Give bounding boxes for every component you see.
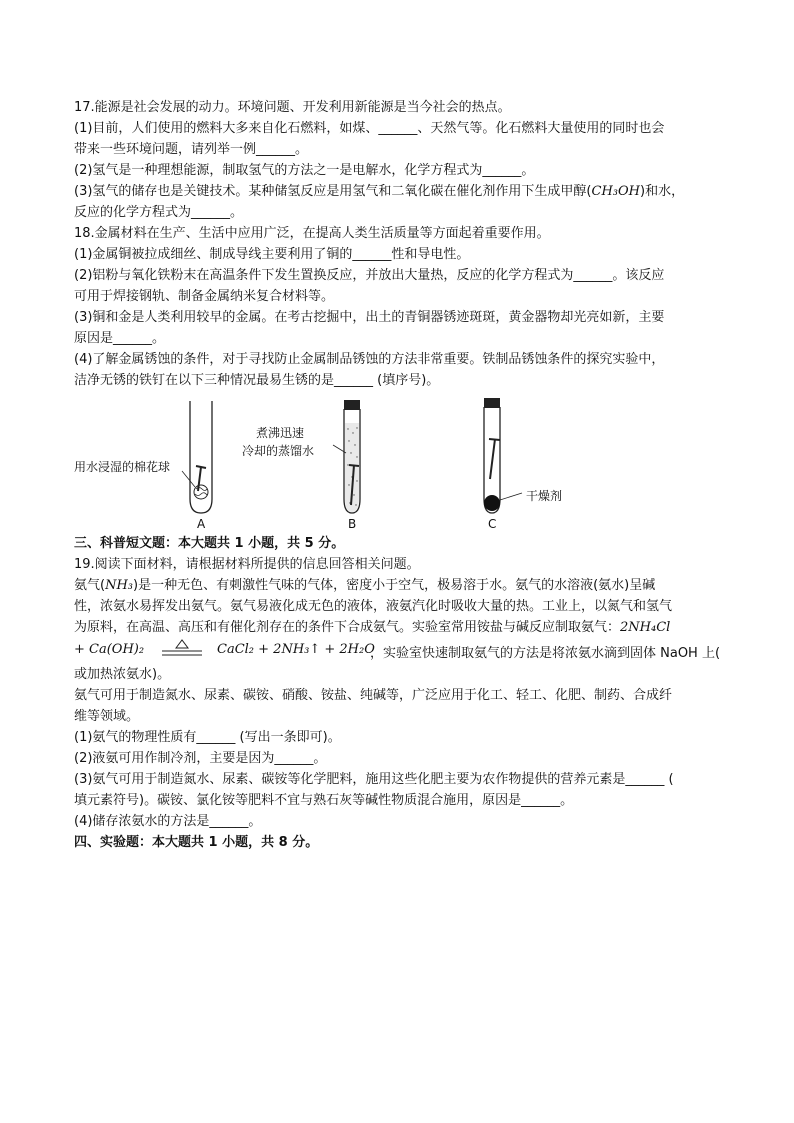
equation-left: + Ca(OH)₂ (74, 642, 145, 657)
equation-right: CaCl₂ + 2NH₃↑ + 2H₂O (217, 642, 375, 657)
q19-reading-line3 (74, 617, 724, 638)
q18-stem: 18.金属材料在生产、生活中应用广泛，在提高人类生活质量等方面起着重要作用。 (74, 226, 550, 241)
test-tubes-illustration (74, 395, 724, 533)
q18-part2-line2: 可用于焊接钢轨、制备金属纳米复合材料等。 (74, 289, 335, 304)
label-boiled-water-1: 煮沸迅速 (256, 426, 305, 440)
q19-reading-line1 (74, 575, 724, 596)
section-3-heading: 三、科普短文题：本大题共 1 小题，共 5 分。 (74, 536, 345, 551)
q19-part3-line2: 填元素符号)。碳铵、氯化铵等肥料不宜与熟石灰等碱性物质混合施用，原因是______。 (74, 793, 574, 808)
heating-condition-arrow (160, 636, 204, 660)
tube-label-c: C (488, 517, 497, 531)
test-tube-b (333, 400, 360, 513)
q19-reading-line2: 性，浓氨水易挥发出氨气。氨气易液化成无色的液体，液氨汽化时吸收大量的热。工业上，以氮气和氢气 (74, 599, 673, 614)
label-wet-cotton: 用水浸湿的棉花球 (74, 460, 171, 474)
q17-part1-line1: (1)目前，人们使用的燃料大多来自化石燃料，如煤、______、天然气等。化石燃料大量使用的同时也会 (74, 121, 665, 136)
q19-part4: (4)储存浓氨水的方法是______。 (74, 814, 262, 829)
test-tube-c (484, 398, 522, 513)
section-4-heading: 四、实验题：本大题共 1 小题，共 8 分。 (74, 835, 319, 850)
q18-part4-line2: 洁净无锈的铁钉在以下三种情况最易生锈的是______ (填序号)。 (74, 373, 440, 388)
q17-part3-line2: 反应的化学方程式为______。 (74, 205, 244, 220)
label-desiccant: 干燥剂 (526, 489, 563, 503)
q19-part3-line1: (3)氨气可用于制造氮水、尿素、碳铵等化学肥料，施用这些化肥主要为农作物提供的营养元素是______ ( (74, 772, 674, 787)
q19-reading-line5: 氨气可用于制造氮水、尿素、碳铵、硝酸、铵盐、纯碱等，广泛应用于化工、轻工、化肥、制药、合成纤 (74, 688, 673, 703)
q19-stem: 19.阅读下面材料，请根据材料所提供的信息回答相关问题。 (74, 557, 420, 572)
equation-tail: ，实验室快速制取氨气的方法是将浓氨水滴到固体 NaOH 上( (370, 646, 721, 661)
q19-part1: (1)氨气的物理性质有______ (写出一条即可)。 (74, 730, 341, 745)
q17-part3-line1 (74, 181, 724, 202)
q19-reading-text: 氨气( (74, 578, 106, 593)
q17-part3-text: (3)氢气的储存也是关键技术。某种储氢反应是用氢气和二氧化碳在催化剂作用下生成甲醇( (74, 184, 592, 199)
q18-part2-line1: (2)铝粉与氧化铁粉末在高温条件下发生置换反应，并放出大量热，反应的化学方程式为______。该反应 (74, 268, 665, 283)
rusting-experiment-figure (74, 395, 724, 533)
document-page (74, 97, 724, 853)
ammonium-chloride-formula: 2NH₄Cl (620, 620, 671, 635)
q19-reading-line4: 或加热浓氨水)。 (74, 667, 171, 682)
q18-part4-line1: (4)了解金属锈蚀的条件，对于寻找防止金属制品锈蚀的方法非常重要。铁制品锈蚀条件的探究实验中， (74, 352, 665, 367)
tube-label-a: A (197, 517, 206, 531)
methanol-formula: CH₃OH (591, 184, 640, 199)
q17-part1-line2: 带来一些环境问题，请列举一例______。 (74, 142, 309, 157)
q18-part1: (1)金属铜被拉成细丝、制成导线主要利用了铜的______性和导电性。 (74, 247, 470, 262)
tube-label-b: B (348, 517, 357, 531)
q17-stem: 17.能源是社会发展的动力。环境问题、开发利用新能源是当今社会的热点。 (74, 100, 511, 115)
q19-reading-line6: 维等领域。 (74, 709, 140, 724)
label-boiled-water-2: 冷却的蒸馏水 (242, 444, 315, 458)
q17-part3-text-tail: )和水， (640, 184, 685, 199)
q18-part3-line1: (3)铜和金是人类利用较早的金属。在考古挖掘中，出土的青铜器锈迹斑斑，黄金器物却光亮如新，主要 (74, 310, 665, 325)
q19-reading-text-3: 为原料，在高温、高压和有催化剂存在的条件下合成氨气。实验室常用铵盐与碱反应制取氨气： (74, 620, 621, 635)
test-tube-a (182, 401, 212, 513)
q19-part2: (2)液氨可用作制冷剂，主要是因为______。 (74, 751, 327, 766)
q17-part2: (2)氢气是一种理想能源，制取氢气的方法之一是电解水，化学方程式为______。 (74, 163, 535, 178)
q18-part3-line2: 原因是______。 (74, 331, 166, 346)
q19-reading-text-tail: )是一种无色、有刺激性气味的气体，密度小于空气，极易溶于水。氨气的水溶液(氨水)呈碱 (133, 578, 656, 593)
ammonia-formula: NH₃ (105, 578, 134, 593)
chemical-equation (74, 638, 724, 664)
